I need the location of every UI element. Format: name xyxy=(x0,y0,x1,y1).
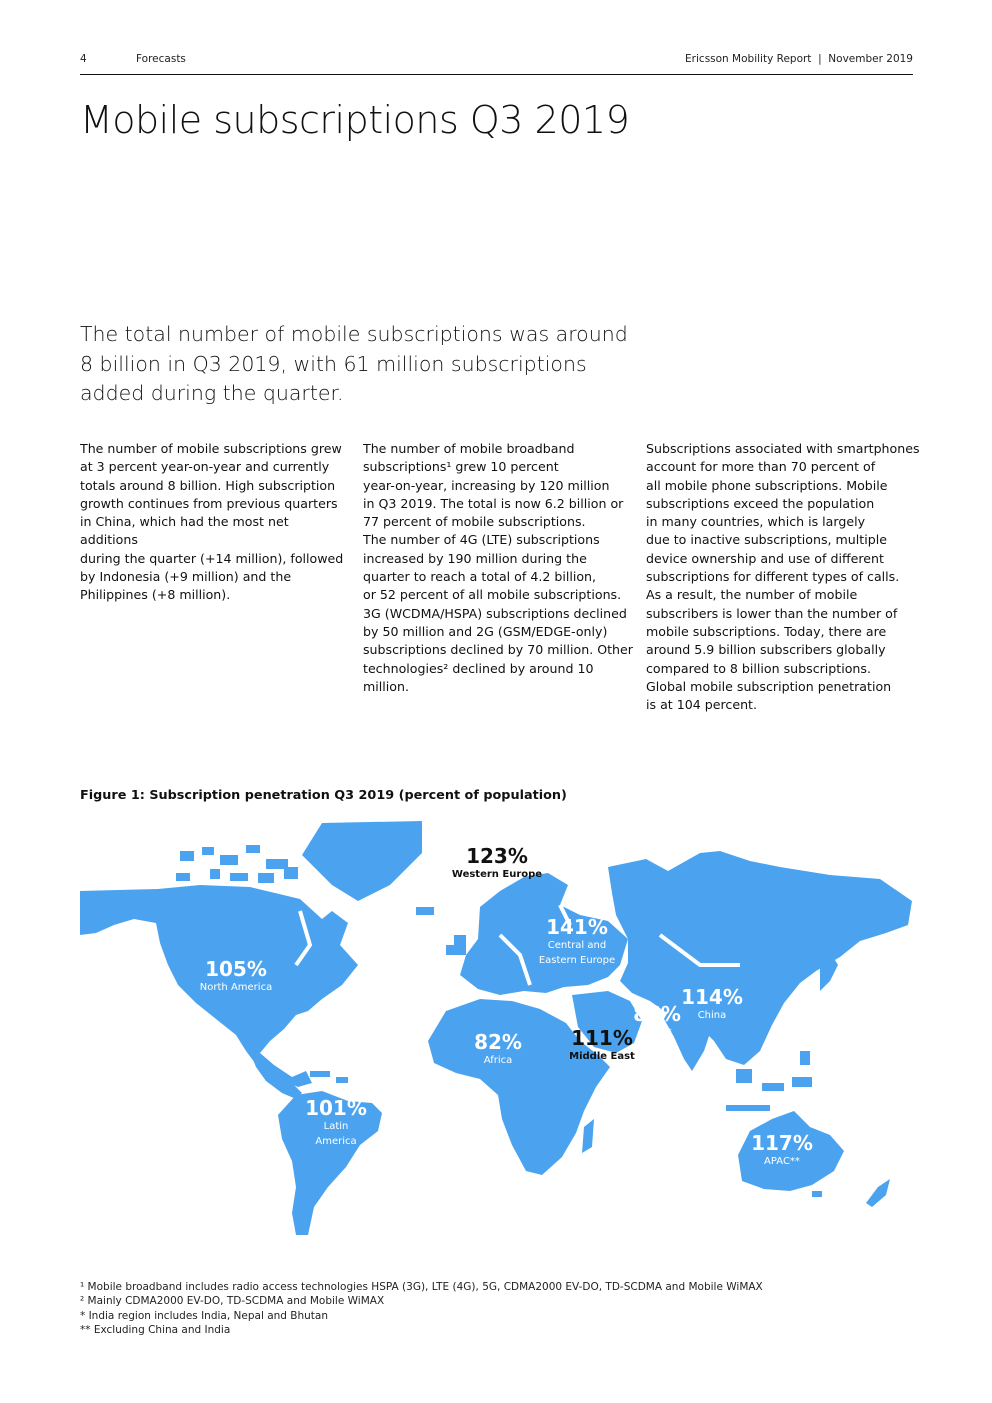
region-label-central-eastern-europe xyxy=(532,916,622,968)
column-2-line: The number of 4G (LTE) subscriptions xyxy=(363,532,600,548)
publication-name: Ericsson Mobility Report | November 2019 xyxy=(685,53,913,65)
header-rule xyxy=(80,74,913,75)
iceland-shape xyxy=(416,907,434,915)
region-name: Africa xyxy=(483,1055,513,1066)
column-2-line: by 50 million and 2G (GSM/EDGE-only) xyxy=(363,623,608,639)
region-value: 123% xyxy=(466,844,528,868)
section-name: Forecasts xyxy=(136,53,186,65)
pacific-islands-shape xyxy=(812,1191,822,1197)
column-2-line: or 52 percent of all mobile subscriptions. xyxy=(363,587,622,603)
column-2-line: in Q3 2019. The total is now 6.2 billion or xyxy=(363,495,624,511)
footnote: ¹ Mobile broadband includes radio access technologies HSPA (3G), LTE (4G), 5G, CDMA2000 EV-DO, TD-SCDMA and Mobile WiMAX xyxy=(80,1281,763,1293)
column-3-line: in many countries, which is largely xyxy=(646,514,866,530)
column-2-line: 3G (WCDMA/HSPA) subscriptions declined xyxy=(363,605,627,621)
region-label-latin-america xyxy=(291,1097,381,1149)
region-value: 101% xyxy=(305,1096,367,1120)
column-2-line: 77 percent of mobile subscriptions. xyxy=(363,514,586,530)
column-1-line: in China, which had the most net additions xyxy=(80,514,289,548)
column-3-line: compared to 8 billion subscriptions. xyxy=(646,660,871,676)
new-zealand-shape xyxy=(866,1179,890,1207)
region-value: 82% xyxy=(474,1030,522,1054)
column-1-line: The number of mobile subscriptions grew xyxy=(80,441,342,456)
column-3-line: due to inactive subscriptions, multiple xyxy=(646,532,887,548)
caribbean-shape xyxy=(310,1071,348,1083)
column-3-line: As a result, the number of mobile xyxy=(646,587,858,603)
column-2-line: increased by 190 million during the xyxy=(363,550,587,566)
lede-paragraph: The total number of mobile subscriptions was around 8 billion in Q3 2019, with 61 million subscriptions added during the quarter. xyxy=(80,322,628,405)
region-value: 117% xyxy=(751,1131,813,1155)
region-label-western-europe xyxy=(447,845,547,882)
column-2-line: quarter to reach a total of 4.2 billion, xyxy=(363,569,597,585)
region-name: Central and Eastern Europe xyxy=(538,940,616,966)
column-3-line: subscribers is lower than the number of xyxy=(646,605,898,621)
page-title: Mobile subscriptions Q3 2019 xyxy=(80,98,630,142)
column-3-line: is at 104 percent. xyxy=(646,697,758,713)
central-america-shape xyxy=(248,1047,302,1099)
footnote: * India region includes India, Nepal and Bhutan xyxy=(80,1309,329,1322)
column-2-line: The number of mobile broadband xyxy=(363,441,575,456)
column-1-line: Philippines (+8 million). xyxy=(80,587,231,603)
region-name: North America xyxy=(199,982,273,993)
madagascar-shape xyxy=(582,1119,594,1153)
column-2-line: subscriptions¹ grew 10 percent xyxy=(363,459,559,475)
column-2-line: subscriptions declined by 70 million. Other xyxy=(363,642,633,658)
column-1-line: at 3 percent year-on-year and currently xyxy=(80,459,330,475)
footnote: ** Excluding China and India xyxy=(80,1323,231,1336)
region-value: 111% xyxy=(571,1026,633,1050)
column-3 xyxy=(646,440,921,714)
column-1-line: totals around 8 billion. High subscription xyxy=(80,477,336,493)
column-3-line: subscriptions for different types of calls. xyxy=(646,569,900,585)
column-2 xyxy=(363,440,638,696)
region-label-china xyxy=(677,986,747,1023)
greenland-shape xyxy=(302,821,422,901)
region-value: 141% xyxy=(546,915,608,939)
column-3-line: around 5.9 billion subscribers globally xyxy=(646,642,886,658)
region-value: 86% xyxy=(633,1002,681,1026)
uk-shape xyxy=(446,935,466,955)
column-3-line: subscriptions exceed the population xyxy=(646,495,875,511)
region-name: India* xyxy=(642,1027,672,1038)
region-value: 114% xyxy=(681,985,743,1009)
column-3-line: Global mobile subscription penetration xyxy=(646,678,892,694)
region-label-africa xyxy=(460,1031,536,1068)
page-number: 4 xyxy=(80,53,87,65)
column-3-line: mobile subscriptions. Today, there are xyxy=(646,623,887,639)
column-2-line: year-on-year, increasing by 120 million xyxy=(363,477,610,493)
arctic-islands-shape xyxy=(176,845,298,883)
region-value: 105% xyxy=(205,957,267,981)
region-name: Western Europe xyxy=(451,869,543,880)
region-name: China xyxy=(697,1010,727,1021)
column-1-line: by Indonesia (+9 million) and the xyxy=(80,569,292,585)
region-name: Latin America xyxy=(315,1121,357,1147)
footnotes xyxy=(80,1280,763,1337)
region-label-apac xyxy=(746,1132,818,1169)
region-name: APAC** xyxy=(764,1156,800,1167)
column-1-line: during the quarter (+14 million), followed xyxy=(80,550,344,566)
column-3-line: device ownership and use of different xyxy=(646,550,884,566)
footnote: ² Mainly CDMA2000 EV-DO, TD-SCDMA and Mobile WiMAX xyxy=(80,1295,385,1308)
region-name: Middle East xyxy=(569,1051,635,1062)
column-3-line: Subscriptions associated with smartphones xyxy=(646,441,920,456)
column-3-line: account for more than 70 percent of xyxy=(646,459,876,475)
column-1 xyxy=(80,440,350,605)
column-3-line: all mobile phone subscriptions. Mobile xyxy=(646,477,888,493)
column-2-line: technologies² declined by around 10 million. xyxy=(363,660,594,694)
region-label-north-america xyxy=(176,958,296,995)
column-1-line: growth continues from previous quarters xyxy=(80,495,338,511)
figure-caption: Figure 1: Subscription penetration Q3 2019 (percent of population) xyxy=(80,788,567,803)
